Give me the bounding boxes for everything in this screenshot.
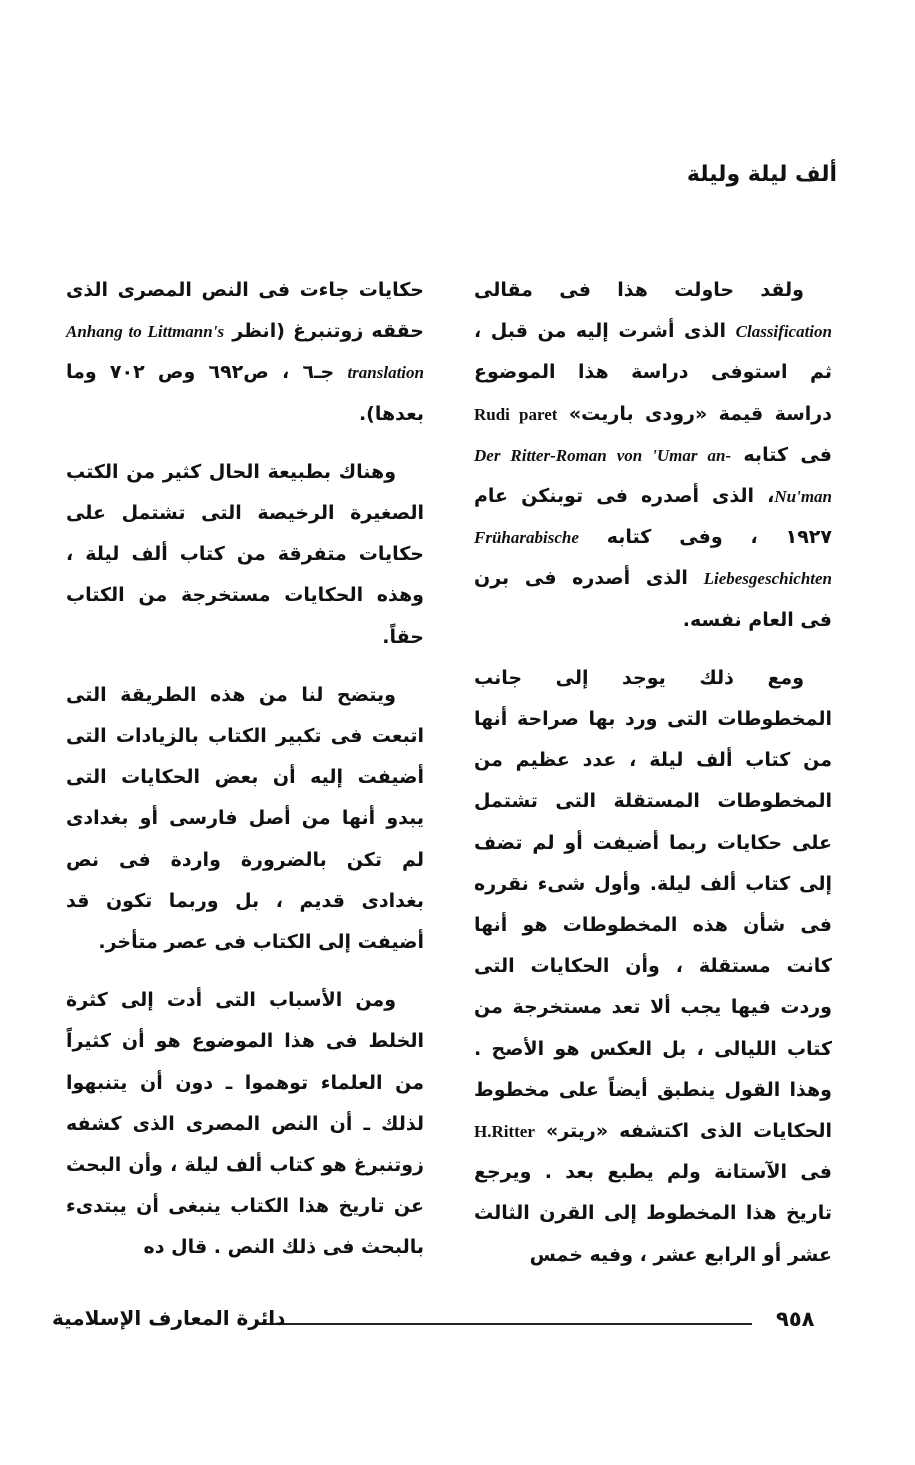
latin-title: Anhang to Littmann's translation	[66, 322, 424, 383]
running-title: ألف ليلة وليلة	[686, 162, 837, 187]
latin-name: H.Ritter	[474, 1122, 535, 1142]
footer-rule	[262, 1323, 752, 1325]
latin-term: Classification	[735, 322, 832, 342]
text-run: ومع ذلك يوجد إلى جانب المخطوطات التى ورد بها صراحة أنها من كتاب ألف ليلة ، عدد عظيم من المخطوطات المستقلة التى تشتمل على حكايات ربما أضيفت أو لم تضف إلى كتاب ألف ليلة. وأول شىء نقرره فى شأن هذه المخطوطات هو أنها كانت مستقلة ، وأن الحكايات التى وردت فيها يجب ألا تعد مستخرجة من كتاب الليالى ، بل العكس هو الأصح . وهذا القول ينطبق أيضاً على مخطوط الحكايات الذى اكتشفه «ريتر»	[474, 666, 833, 1143]
left-paragraph-3: ويتضح لنا من هذه الطريقة التى اتبعت فى تكبير الكتاب بالزيادات التى أضيفت إليه أن بعض الحكايات التى يبدو أنها من أصل فارسى أو بغدادى لم تكن بالضرورة واردة فى نص بغدادى قديم ، بل وربما تكون قد أضيفت إلى الكتاب فى عصر متأخر.	[66, 683, 424, 954]
latin-title: Früharabische Liebesgeschichten	[474, 528, 833, 589]
text-run: فى الآستانة ولم يطبع بعد . ويرجع تاريخ هذا المخطوط إلى القرن الثالث عشر أو الرابع عشر ، وفيه خمس	[474, 1161, 832, 1266]
page-number: ٩٥٨	[776, 1307, 815, 1331]
latin-name: Rudi paret	[474, 404, 558, 424]
text-run: حكايات جاءت فى النص المصرى الذى حققه زوتنبرغ (انظر	[66, 279, 424, 343]
text-run: الذى أشرت إليه من قبل ، ثم استوفى دراسة هذا الموضوع دراسة قيمة «رودى باريت»	[474, 320, 832, 425]
left-paragraph-2: وهناك بطبيعة الحال كثير من الكتب الصغيرة الرخيصة التى تشتمل على حكايات متفرقة من كتاب ألف ليلة ، وهذه الحكايات مستخرجة من الكتاب حقاً.	[66, 460, 424, 648]
left-paragraph-4: ومن الأسباب التى أدت إلى كثرة الخلط فى هذا الموضوع هو أن كثيراً من العلماء توهموا ـ دون أن يتنبهوا لذلك ـ أن النص المصرى الذى كشفه زوتنبرغ هو كتاب ألف ليلة ، وأن البحث عن تاريخ هذا الكتاب ينبغى أن يبتدىء بالبحث فى ذلك النص . قال ده	[66, 989, 424, 1259]
text-run: فى كتابه	[743, 443, 832, 466]
text-run: ، الذى أصدره فى توبنكن عام ١٩٢٧ ، وفى كتابه	[474, 485, 832, 549]
right-paragraph-2	[474, 658, 832, 1276]
left-column	[66, 270, 424, 1286]
text-run: جـ٦ ، ص٦٩٢ وص ٧٠٢ وما بعدها).	[66, 361, 424, 425]
publication-title: دائرة المعارف الإسلامية	[52, 1306, 286, 1330]
latin-title: Der Ritter-Roman von 'Umar an-Nu'man	[474, 445, 832, 507]
text-run: ولقد حاولت هذا فى مقالى	[474, 279, 804, 301]
left-paragraph-1	[66, 270, 424, 435]
right-paragraph-1	[474, 270, 832, 641]
text-run: الذى أصدره فى برن فى العام نفسه.	[474, 567, 832, 631]
right-column	[474, 270, 832, 1293]
